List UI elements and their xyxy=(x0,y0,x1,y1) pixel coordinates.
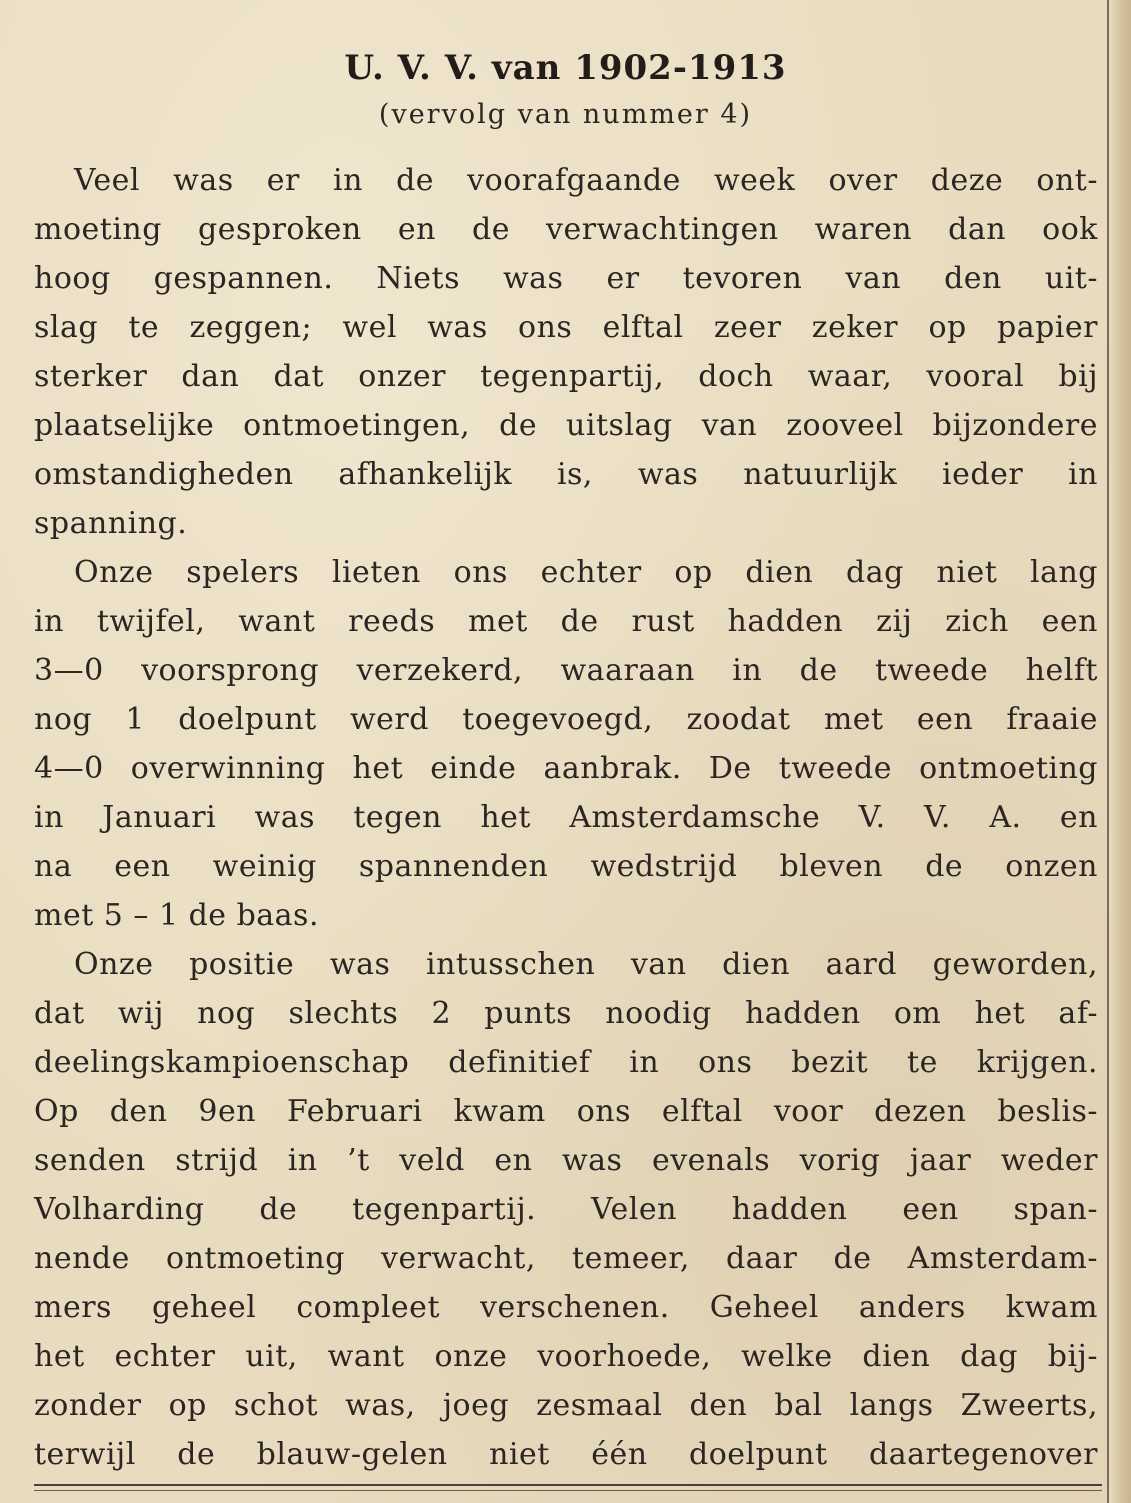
article-line: nog 1 doelpunt werd toegevoegd, zoodat met een fraaie xyxy=(34,702,1098,737)
article-line: omstandigheden afhankelijk is, was natuurlijk ieder in xyxy=(34,457,1098,492)
article-line: 3—0 voorsprong verzekerd, waaraan in de tweede helft xyxy=(34,653,1098,688)
article-line: dat wij nog slechts 2 punts noodig hadden om het af- xyxy=(34,996,1098,1031)
article-line: mers geheel compleet verschenen. Geheel anders kwam xyxy=(34,1290,1098,1325)
article-line: senden strijd in ’t veld en was evenals vorig jaar weder xyxy=(34,1143,1098,1178)
article-line: 4—0 overwinning het einde aanbrak. De tweede ontmoeting xyxy=(34,751,1098,786)
article-line: moeting gesproken en de verwachtingen waren dan ook xyxy=(34,212,1098,247)
article-line: Onze positie was intusschen van dien aard geworden, xyxy=(74,947,1098,982)
bottom-rule xyxy=(34,1484,1102,1486)
article-line: sterker dan dat onzer tegenpartij, doch waar, vooral bij xyxy=(34,359,1098,394)
article-line: na een weinig spannenden wedstrijd bleven de onzen xyxy=(34,849,1098,884)
article-line: met 5 – 1 de baas. xyxy=(34,898,319,933)
article-line: Veel was er in de voorafgaande week over deze ont- xyxy=(74,163,1098,198)
article-line: Onze spelers lieten ons echter op dien dag niet lang xyxy=(74,555,1098,590)
page-right-edge xyxy=(1107,0,1131,1503)
article-line: plaatselijke ontmoetingen, de uitslag van zooveel bijzondere xyxy=(34,408,1098,443)
article-line: Volharding de tegenpartij. Velen hadden een span- xyxy=(34,1192,1098,1227)
article-title: U. V. V. van 1902-1913 xyxy=(344,48,787,88)
article-line: slag te zeggen; wel was ons elftal zeer zeker op papier xyxy=(34,310,1098,345)
article-line: Op den 9en Februari kwam ons elftal voor dezen beslis- xyxy=(34,1094,1098,1129)
article-line: in Januari was tegen het Amsterdamsche V. V. A. en xyxy=(34,800,1098,835)
article-line: hoog gespannen. Niets was er tevoren van den uit- xyxy=(34,261,1098,296)
article-line: deelingskampioenschap definitief in ons bezit te krijgen. xyxy=(34,1045,1098,1080)
article-line: spanning. xyxy=(34,506,188,541)
article-line: het echter uit, want onze voorhoede, welke dien dag bij- xyxy=(34,1339,1098,1374)
bottom-rule-thin xyxy=(34,1490,1102,1491)
article-line: zonder op schot was, joeg zesmaal den bal langs Zweerts, xyxy=(34,1388,1098,1423)
article-body xyxy=(34,156,1098,1479)
article-subtitle: (vervolg van nummer 4) xyxy=(378,99,753,130)
article-line: nende ontmoeting verwacht, temeer, daar de Amsterdam- xyxy=(34,1241,1098,1276)
article-line: terwijl de blauw-gelen niet één doelpunt daartegenover xyxy=(34,1437,1098,1472)
article-line: in twijfel, want reeds met de rust hadden zij zich een xyxy=(34,604,1098,639)
